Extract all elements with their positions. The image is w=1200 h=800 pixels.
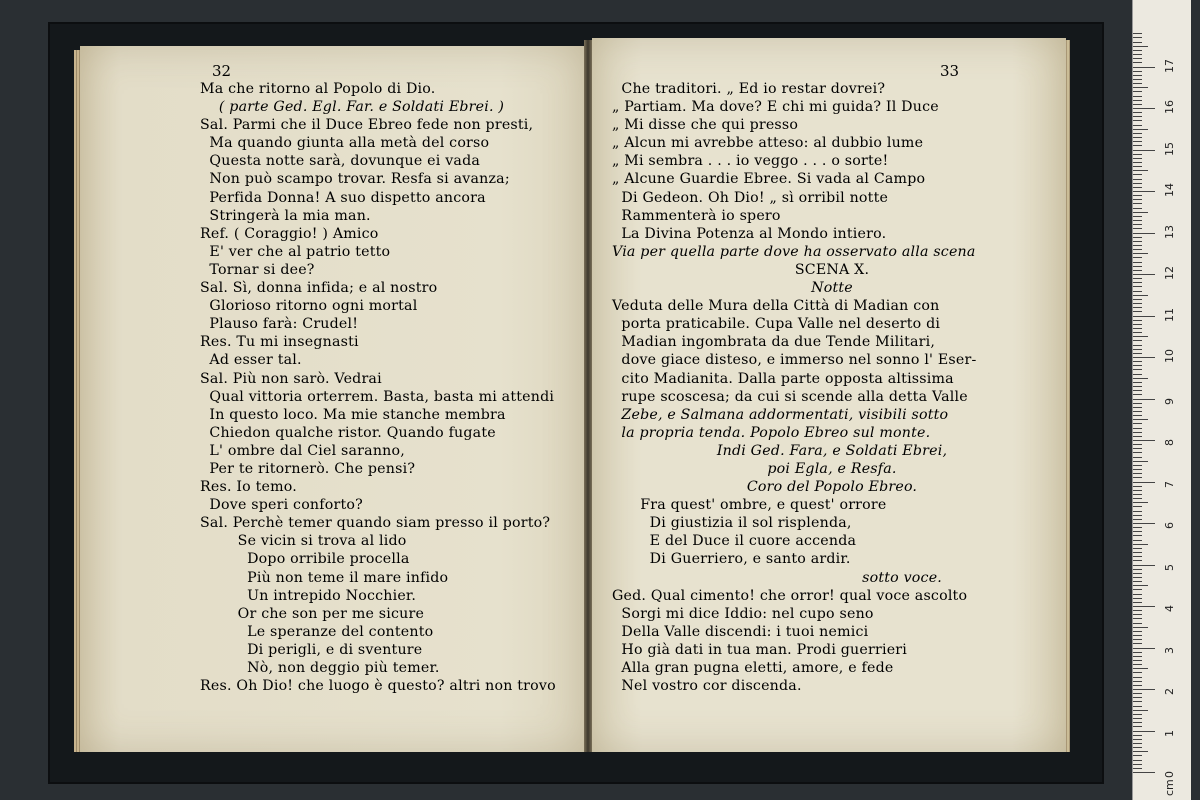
left-page-text	[200, 80, 556, 695]
left-page-line: Perfida Donna! A suo dispetto ancora	[200, 189, 486, 206]
left-page-line: Res. Io temo.	[200, 479, 297, 496]
left-page-line: Non può scampo trovar. Resfa si avanza;	[200, 171, 510, 188]
ruler-tick	[1133, 378, 1148, 379]
ruler-tick	[1133, 755, 1142, 756]
ruler-tick	[1133, 386, 1142, 387]
ruler-number: 1	[1163, 729, 1176, 737]
left-page-line: In questo loco. Ma mie stanche membra	[200, 406, 506, 423]
ruler-tick	[1133, 162, 1142, 163]
ruler-tick	[1133, 527, 1142, 528]
right-page-line: la propria tenda. Popolo Ebreo sul monte.	[612, 424, 931, 441]
ruler-tick	[1133, 83, 1142, 84]
ruler-tick	[1133, 311, 1142, 312]
ruler-tick	[1133, 42, 1142, 43]
ruler-tick	[1133, 79, 1142, 80]
ruler-tick	[1133, 448, 1142, 449]
ruler-tick	[1133, 394, 1142, 395]
ruler-tick	[1133, 751, 1148, 752]
ruler-tick	[1133, 432, 1142, 433]
ruler-tick	[1133, 37, 1142, 38]
ruler-tick	[1133, 764, 1142, 765]
ruler-tick	[1133, 216, 1142, 217]
ruler-tick	[1133, 369, 1142, 370]
ruler-tick	[1133, 191, 1155, 192]
left-page-line: Sal. Sì, donna infida; e al nostro	[200, 280, 438, 297]
right-page-line: cito Madianita. Dalla parte opposta altissima	[612, 370, 954, 387]
ruler-tick	[1133, 660, 1142, 661]
ruler-tick	[1133, 353, 1142, 354]
ruler-tick	[1133, 328, 1142, 329]
ruler-tick	[1133, 320, 1142, 321]
right-page-line: „ Mi disse che qui presso	[612, 117, 799, 134]
ruler-tick	[1133, 253, 1148, 254]
right-page-line: „ Mi sembra . . . io veggo . . . o sorte!	[612, 153, 889, 170]
ruler-tick	[1133, 731, 1155, 732]
ruler-tick	[1133, 220, 1142, 221]
ruler-tick	[1133, 228, 1142, 229]
ruler-tick	[1133, 710, 1148, 711]
ruler-number: 14	[1163, 183, 1176, 197]
ruler-tick	[1133, 531, 1142, 532]
ruler-tick	[1133, 87, 1148, 88]
ruler-tick	[1133, 519, 1142, 520]
ruler-tick	[1133, 664, 1142, 665]
ruler-tick	[1133, 245, 1142, 246]
ruler-tick	[1133, 440, 1155, 441]
right-page-line: Fra quest' ombre, e quest' orrore	[612, 497, 887, 514]
left-page-line: Qual vittoria orterrem. Basta, basta mi attendi	[200, 388, 555, 405]
ruler-tick	[1133, 565, 1155, 566]
right-page-line: poi Egla, e Resfa.	[767, 460, 897, 477]
ruler-tick	[1133, 208, 1142, 209]
ruler-tick	[1133, 473, 1142, 474]
ruler-tick	[1133, 419, 1148, 420]
ruler-tick	[1133, 589, 1142, 590]
ruler-tick	[1133, 594, 1142, 595]
ruler-tick	[1133, 610, 1142, 611]
right-page-line: Via per quella parte dove ha osservato alla scena	[612, 243, 976, 260]
right-page-line: rupe scoscesa; da cui si scende alla detta Valle	[612, 388, 968, 405]
left-page-line: Nò, non deggio più temer.	[200, 660, 440, 676]
ruler-tick	[1133, 158, 1142, 159]
ruler-tick	[1133, 75, 1142, 76]
right-page-line: Veduta delle Mura della Città di Madian con	[612, 298, 940, 315]
ruler-tick	[1133, 465, 1142, 466]
ruler-tick	[1133, 482, 1155, 483]
ruler-tick	[1133, 606, 1155, 607]
ruler-tick	[1133, 598, 1142, 599]
ruler-tick	[1133, 316, 1155, 317]
ruler-tick	[1133, 166, 1142, 167]
ruler-tick	[1133, 452, 1142, 453]
right-page-line: Di Guerriero, e santo ardir.	[612, 551, 851, 568]
ruler-tick	[1133, 125, 1142, 126]
ruler-tick	[1133, 390, 1142, 391]
ruler-tick	[1133, 340, 1142, 341]
right-page-line: Ho già dati in tua man. Prodi guerrieri	[612, 641, 908, 658]
left-page-line: Un intrepido Nocchier.	[200, 587, 417, 604]
ruler-tick	[1133, 477, 1142, 478]
ruler-number: 4	[1163, 605, 1176, 612]
ruler-tick	[1133, 652, 1142, 653]
ruler-tick	[1133, 307, 1142, 308]
ruler-number: 15	[1163, 141, 1176, 156]
right-page-line: „ Alcun mi avrebbe atteso: al dubbio lume	[612, 135, 924, 152]
ruler-tick	[1133, 129, 1148, 130]
right-page-line: E del Duce il cuore accenda	[612, 533, 857, 550]
ruler-tick	[1133, 50, 1142, 51]
ruler-tick	[1133, 137, 1142, 138]
left-page-line: Chiedon qualche ristor. Quando fugate	[200, 424, 496, 441]
ruler-tick	[1133, 91, 1142, 92]
ruler-tick	[1133, 706, 1142, 707]
left-page-line: Di perigli, e di sventure	[200, 641, 423, 658]
ruler-tick	[1133, 457, 1142, 458]
left-page-line: Ref. ( Coraggio! ) Amico	[200, 225, 379, 242]
right-page-line: Coro del Popolo Ebreo.	[746, 479, 918, 496]
ruler-tick	[1133, 345, 1142, 346]
right-page-line: La Divina Potenza al Mondo intiero.	[612, 225, 887, 242]
right-page-line: Che traditori. „ Ed io restar dovrei?	[612, 81, 886, 97]
ruler-tick	[1133, 511, 1142, 512]
ruler-tick	[1133, 718, 1142, 719]
left-page-line: Res. Oh Dio! che luogo è questo? altri non trovo	[200, 678, 556, 695]
ruler-tick	[1133, 237, 1142, 238]
right-page-line: SCENA X.	[794, 261, 870, 278]
ruler-tick	[1133, 685, 1142, 686]
ruler-tick	[1133, 349, 1142, 350]
ruler-tick	[1133, 278, 1142, 279]
right-page-line: dove giace disteso, e immerso nel sonno l' Eser-	[612, 352, 977, 369]
ruler-number: 7	[1163, 480, 1176, 488]
left-page-line: Dove speri conforto?	[200, 497, 363, 514]
left-page-line: ( parte Ged. Egl. Far. e Soldati Ebrei. )	[200, 99, 505, 116]
ruler-tick	[1133, 726, 1142, 727]
ruler-tick	[1133, 544, 1148, 545]
ruler-tick	[1133, 170, 1148, 171]
ruler-tick	[1133, 569, 1142, 570]
ruler-tick	[1133, 656, 1142, 657]
ruler-tick	[1133, 722, 1142, 723]
left-page-line: Res. Tu mi insegnasti	[200, 334, 359, 351]
ruler-tick	[1133, 498, 1142, 499]
left-page-line: Sal. Più non sarò. Vedrai	[200, 370, 382, 387]
ruler-tick	[1133, 523, 1155, 524]
ruler-number: 12	[1163, 266, 1176, 280]
ruler-tick	[1133, 535, 1142, 536]
ruler-tick	[1133, 257, 1142, 258]
right-page-line: Zebe, e Salmana addormentati, visibili sotto	[612, 406, 949, 423]
left-page-line: Ma quando giunta alla metà del corso	[200, 135, 490, 152]
ruler-tick	[1133, 174, 1142, 175]
left-page-line: Questa notte sarà, dovunque ei vada	[200, 153, 481, 170]
ruler-tick	[1133, 739, 1142, 740]
ruler-tick	[1133, 120, 1142, 121]
ruler-tick	[1133, 187, 1142, 188]
left-page-line: Per te ritornerò. Che pensi?	[200, 460, 416, 477]
ruler-tick	[1133, 714, 1142, 715]
right-page-line: „ Alcune Guardie Ebree. Si vada al Campo	[612, 171, 926, 188]
left-page-line: Or che son per me sicure	[200, 605, 425, 622]
left-page-line: Più non teme il mare infido	[200, 569, 449, 586]
ruler-tick	[1133, 54, 1142, 55]
ruler-number: 8	[1163, 439, 1176, 446]
ruler-tick	[1133, 677, 1142, 678]
left-page-line: Plauso farà: Crudel!	[200, 316, 359, 333]
ruler-tick	[1133, 506, 1142, 507]
ruler-number: 17	[1163, 58, 1176, 73]
ruler-tick	[1133, 62, 1142, 63]
right-page-line: porta praticabile. Cupa Valle nel deserto di	[612, 316, 941, 333]
ruler-tick	[1133, 436, 1142, 437]
ruler-tick	[1133, 199, 1142, 200]
left-page-line: Ad esser tal.	[200, 352, 302, 369]
ruler-tick	[1133, 332, 1142, 333]
ruler-tick	[1133, 286, 1142, 287]
ruler-tick	[1133, 270, 1142, 271]
left-page-line: Ma che ritorno al Popolo di Dio.	[200, 81, 436, 97]
ruler-tick	[1133, 365, 1142, 366]
ruler-tick	[1133, 274, 1155, 275]
ruler-tick	[1133, 249, 1142, 250]
ruler-tick	[1133, 71, 1142, 72]
ruler-tick	[1133, 203, 1142, 204]
ruler-number: 0	[1163, 771, 1176, 778]
ruler-tick	[1133, 399, 1155, 400]
ruler-tick	[1133, 672, 1142, 673]
ruler-number: 5	[1163, 563, 1176, 571]
left-page-line: Stringerà la mia man.	[200, 207, 371, 224]
ruler-tick	[1133, 577, 1142, 578]
ruler-tick	[1133, 145, 1142, 146]
ruler-tick	[1133, 266, 1142, 267]
ruler-number: 13	[1163, 224, 1176, 239]
ruler-number: 9	[1163, 397, 1176, 405]
ruler-tick	[1133, 614, 1142, 615]
ruler-tick	[1133, 760, 1142, 761]
left-page-line: Sal. Parmi che il Duce Ebreo fede non presti,	[200, 117, 534, 134]
ruler-tick	[1133, 224, 1142, 225]
ruler-tick	[1133, 299, 1142, 300]
ruler-tick	[1133, 403, 1142, 404]
ruler-number: 16	[1163, 100, 1176, 114]
right-page-line: Di giustizia il sol risplenda,	[612, 515, 852, 532]
right-page-line: Indi Ged. Fara, e Soldati Ebrei,	[716, 442, 948, 459]
book-gutter	[584, 40, 592, 752]
ruler-tick	[1133, 112, 1142, 113]
right-page-line: Sorgi mi dice Iddio: nel cupo seno	[612, 605, 874, 622]
right-page-line: Ged. Qual cimento! che orror! qual voce ascolto	[612, 587, 968, 604]
ruler-tick	[1133, 469, 1142, 470]
left-page-line: Glorioso ritorno ogni mortal	[200, 298, 418, 315]
ruler-tick	[1133, 701, 1142, 702]
right-page-line: Rammenterà io spero	[612, 207, 781, 224]
ruler-tick	[1133, 141, 1142, 142]
ruler-tick	[1133, 423, 1142, 424]
ruler-tick	[1133, 104, 1142, 105]
ruler-tick	[1133, 747, 1142, 748]
ruler-tick	[1133, 556, 1142, 557]
ruler-tick	[1133, 602, 1142, 603]
right-page-line: Della Valle discendi: i tuoi nemici	[612, 623, 869, 640]
ruler-tick	[1133, 291, 1142, 292]
left-page-line: L' ombre dal Ciel saranno,	[200, 442, 405, 459]
ruler-tick	[1133, 212, 1148, 213]
ruler-tick	[1133, 461, 1148, 462]
ruler-tick	[1133, 648, 1155, 649]
ruler-tick	[1133, 735, 1142, 736]
ruler-tick	[1133, 540, 1142, 541]
ruler-tick	[1133, 585, 1148, 586]
ruler-number: 6	[1163, 522, 1176, 529]
ruler-tick	[1133, 444, 1142, 445]
left-page-line: Se vicin si trova al lido	[200, 533, 407, 550]
ruler-tick	[1133, 33, 1142, 34]
ruler-tick	[1133, 100, 1142, 101]
right-page-line: Di Gedeon. Oh Dio! „ sì orribil notte	[612, 189, 889, 206]
ruler-number: 11	[1163, 307, 1176, 322]
ruler-tick	[1133, 623, 1142, 624]
ruler-tick	[1133, 681, 1142, 682]
right-page-line: Nel vostro cor discenda.	[612, 678, 802, 695]
ruler-tick	[1133, 108, 1155, 109]
ruler-tick	[1133, 183, 1142, 184]
right-page-text	[612, 80, 1052, 695]
ruler-tick	[1133, 150, 1155, 151]
ruler-tick	[1133, 618, 1142, 619]
ruler-tick	[1133, 133, 1142, 134]
right-page-line: „ Partiam. Ma dove? E chi mi guida? Il Duce	[612, 99, 939, 116]
ruler-tick	[1133, 573, 1142, 574]
ruler-tick	[1133, 154, 1142, 155]
ruler-tick	[1133, 581, 1142, 582]
ruler-tick	[1133, 490, 1142, 491]
left-page-number: 32	[212, 62, 232, 80]
ruler-tick	[1133, 324, 1142, 325]
ruler-tick	[1133, 382, 1142, 383]
ruler-tick	[1133, 67, 1155, 68]
ruler-tick	[1133, 689, 1155, 690]
ruler-tick	[1133, 697, 1142, 698]
ruler-tick	[1133, 631, 1142, 632]
ruler-tick	[1133, 743, 1142, 744]
ruler-number: 10	[1163, 349, 1176, 363]
right-page-line: Notte	[811, 280, 853, 297]
ruler-tick	[1133, 116, 1142, 117]
ruler-tick	[1133, 336, 1148, 337]
right-page-line: Alla gran pugna eletti, amore, e fede	[612, 660, 894, 676]
ruler-tick	[1133, 303, 1142, 304]
ruler-tick	[1133, 195, 1142, 196]
ruler-tick	[1133, 357, 1155, 358]
ruler-tick	[1133, 411, 1142, 412]
ruler-tick	[1133, 295, 1148, 296]
ruler-tick	[1133, 96, 1142, 97]
ruler-tick	[1133, 374, 1142, 375]
ruler-tick	[1133, 415, 1142, 416]
ruler-tick	[1133, 486, 1142, 487]
ruler-tick	[1133, 768, 1142, 769]
ruler-tick	[1133, 639, 1142, 640]
left-page-line: Sal. Perchè temer quando siam presso il porto?	[200, 515, 551, 532]
left-page-line: Tornar si dee?	[200, 261, 315, 278]
ruler-tick	[1133, 428, 1142, 429]
ruler-tick	[1133, 552, 1142, 553]
ruler-tick	[1133, 515, 1142, 516]
ruler-tick	[1133, 772, 1155, 773]
ruler-tick	[1133, 233, 1155, 234]
ruler-tick	[1133, 643, 1142, 644]
ruler-tick	[1133, 241, 1142, 242]
ruler-tick	[1133, 494, 1142, 495]
ruler-tick	[1133, 560, 1142, 561]
right-page-line: Madian ingombrata da due Tende Militari,	[612, 334, 936, 351]
ruler-tick	[1133, 627, 1148, 628]
ruler-tick	[1133, 58, 1142, 59]
ruler-tick	[1133, 548, 1142, 549]
ruler-tick	[1133, 407, 1142, 408]
ruler-tick	[1133, 282, 1142, 283]
ruler-number: 3	[1163, 646, 1176, 654]
left-page-line: Le speranze del contento	[200, 623, 434, 640]
right-page-number: 33	[940, 62, 960, 80]
left-page-line: Dopo orribile procella	[200, 551, 410, 568]
right-page-line: sotto voce.	[862, 569, 942, 586]
ruler-tick	[1133, 668, 1148, 669]
ruler-tick	[1133, 361, 1142, 362]
ruler-tick	[1133, 693, 1142, 694]
ruler-tick	[1133, 635, 1142, 636]
ruler-tick	[1133, 46, 1148, 47]
ruler-number: 2	[1163, 688, 1176, 695]
ruler-tick	[1133, 262, 1142, 263]
ruler-tick	[1133, 502, 1148, 503]
measuring-ruler	[1132, 0, 1191, 800]
ruler-tick	[1133, 179, 1142, 180]
left-page-line: E' ver che al patrio tetto	[200, 243, 391, 260]
ruler-unit-label: cm	[1163, 779, 1176, 796]
